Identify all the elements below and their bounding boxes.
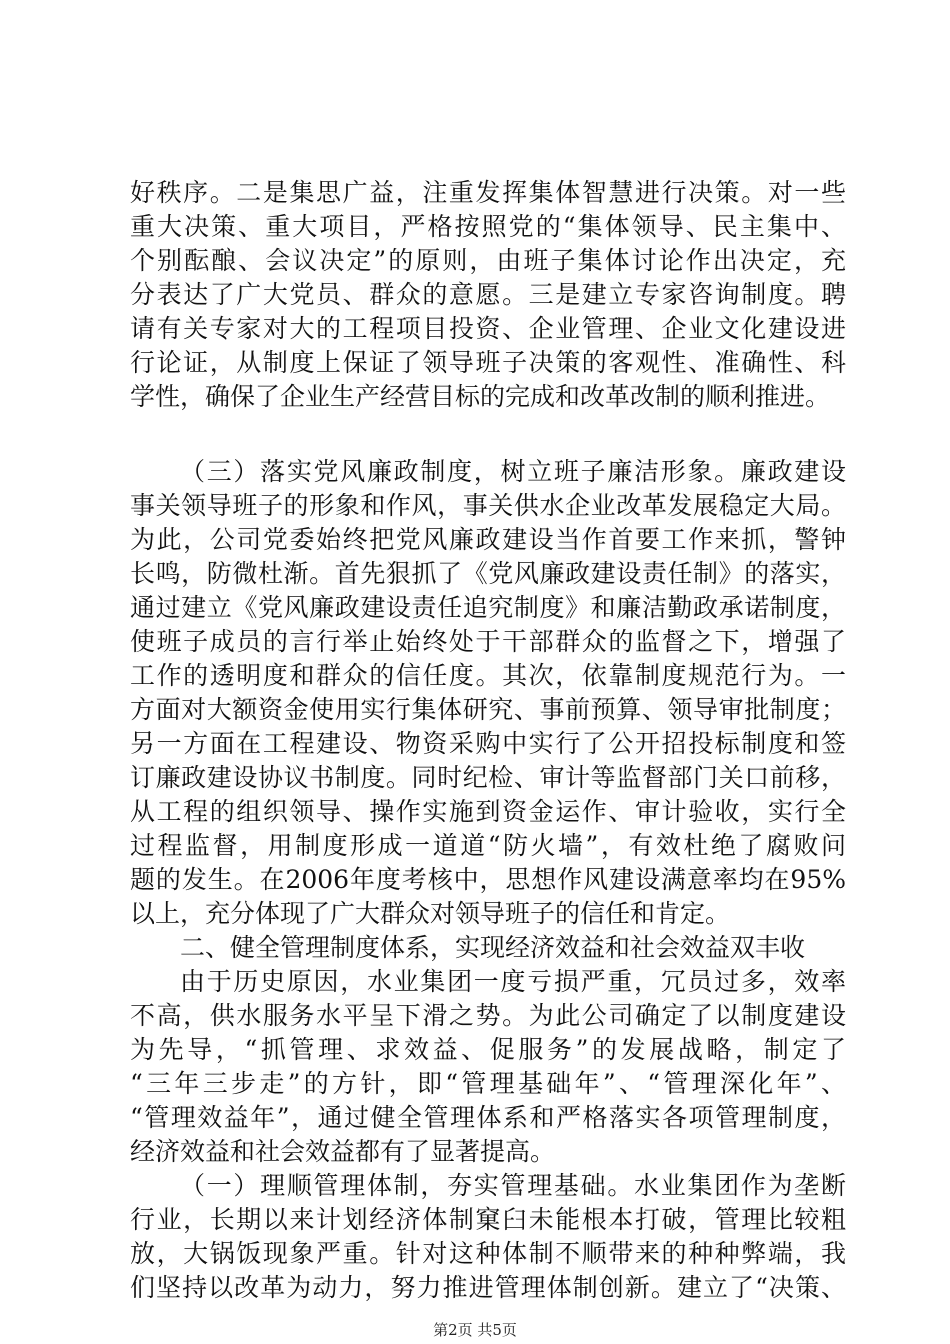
text-line: 方面对大额资金使用实行集体研究、事前预算、领导审批制度； (130, 695, 846, 724)
text-line: （一）理顺管理体制，夯实管理基础。水业集团作为垄断 (180, 1171, 846, 1200)
text-line: 学性，确保了企业生产经营目标的完成和改革改制的顺利推进。 (130, 382, 831, 411)
text-line: “三年三步走”的方针，即“管理基础年”、“管理深化年”、 (130, 1069, 846, 1098)
text-line: 分表达了广大党员、群众的意愿。三是建立专家咨询制度。聘 (130, 280, 846, 309)
text-line: 重大决策、重大项目，严格按照党的“集体领导、民主集中、 (130, 212, 846, 241)
text-line: 从工程的组织领导、操作实施到资金运作、审计验收，实行全 (130, 797, 846, 826)
text-line: 个别酝酿、会议决定”的原则，由班子集体讨论作出决定，充 (130, 246, 846, 275)
text-line: 行论证，从制度上保证了领导班子决策的客观性、准确性、科 (130, 348, 846, 377)
text-line: 工作的透明度和群众的信任度。其次，依靠制度规范行为。一 (130, 661, 846, 690)
text-line: 过程监督，用制度形成一道道“防火墙”，有效杜绝了腐败问 (130, 831, 846, 860)
text-line: 好秩序。二是集思广益，注重发挥集体智慧进行决策。对一些 (130, 178, 846, 207)
text-line: 为先导，“抓管理、求效益、促服务”的发展战略，制定了 (130, 1035, 846, 1064)
text-line: 经济效益和社会效益都有了显著提高。 (130, 1137, 556, 1166)
text-line: 为此，公司党委始终把党风廉政建设当作首要工作来抓，警钟 (130, 525, 846, 554)
text-line: 放，大锅饭现象严重。针对这种体制不顺带来的种种弊端，我 (130, 1239, 846, 1268)
text-line: 由于历史原因，水业集团一度亏损严重，冗员过多，效率 (180, 967, 846, 996)
text-line: 订廉政建设协议书制度。同时纪检、审计等监督部门关口前移， (130, 763, 846, 792)
page-footer: 第2页 共5页 (433, 1321, 517, 1339)
text-line: 以上，充分体现了广大群众对领导班子的信任和肯定。 (130, 899, 731, 928)
text-line: 通过建立《党风廉政建设责任追究制度》和廉洁勤政承诺制度， (130, 593, 846, 622)
text-line: “管理效益年”，通过健全管理体系和严格落实各项管理制度， (130, 1103, 846, 1132)
text-line: 不高，供水服务水平呈下滑之势。为此公司确定了以制度建设 (130, 1001, 846, 1030)
text-line: 请有关专家对大的工程项目投资、企业管理、企业文化建设进 (130, 314, 846, 343)
text-line: 行业，长期以来计划经济体制窠臼未能根本打破，管理比较粗 (130, 1205, 846, 1234)
text-line: 长鸣，防微杜渐。首先狠抓了《党风廉政建设责任制》的落实， (130, 559, 846, 588)
section-heading-line: （三）落实党风廉政制度，树立班子廉洁形象。廉政建设 (180, 457, 846, 486)
text-line: 另一方面在工程建设、物资采购中实行了公开招投标制度和签 (130, 729, 846, 758)
heading-text: 二、健全管理制度体系，实现经济效益和社会效益双丰收 (180, 933, 806, 962)
text-line: 事关领导班子的形象和作风，事关供水企业改革发展稳定大局。 (130, 491, 846, 520)
text-line: 们坚持以改革为动力，努力推进管理体制创新。建立了“决策、 (130, 1273, 846, 1302)
text-line: 使班子成员的言行举止始终处于干部群众的监督之下，增强了 (130, 627, 846, 656)
text-line: 题的发生。在2006年度考核中，思想作风建设满意率均在95% (130, 865, 846, 894)
